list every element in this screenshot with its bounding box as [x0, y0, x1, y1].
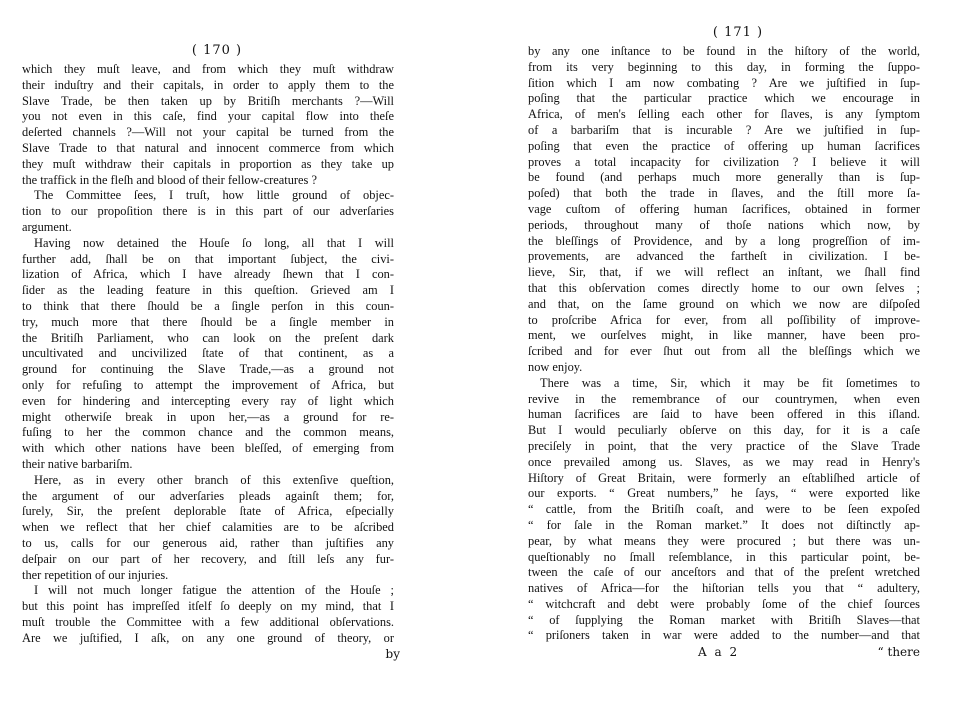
text-line: ſurely, Sir, the preſent deplorable ſtate of Africa, eſpecially	[22, 504, 394, 519]
text-line: their native barbariſm.	[22, 456, 133, 471]
text-line: vage cuſtom of offering human ſacrifices, obtained in former	[528, 201, 920, 216]
text-line: There was a time, Sir, which it may be fit ſometimes to	[540, 375, 920, 390]
page-body	[22, 62, 478, 646]
text-line: poſed) that both the trade in ſlaves, and the ſtill more ſa-	[528, 186, 920, 201]
text-line: from its very beginning to this day, in forming the ſuppo-	[528, 59, 920, 74]
text-line: ſition which I am now combating ? Are we juſtified in ſup-	[528, 75, 920, 90]
text-line: further add, ſhall be on that important ſubject, the civi-	[22, 251, 394, 266]
text-line: periods, throughout many of thoſe nations which now, by	[528, 217, 920, 232]
text-line: by any one inſtance to be found in the hiſtory of the world,	[528, 44, 920, 58]
text-line: the Britiſh Parliament, who can look on the preſent dark	[22, 330, 394, 345]
text-line: “ cattle, from the Britiſh coaſt, and were to be ſeen expoſed	[528, 502, 920, 517]
right-page	[500, 0, 980, 701]
catchword: by	[385, 647, 400, 662]
text-line: with which other nations have been bleſſed, of emerging from	[22, 441, 394, 456]
text-line: lization of Africa, which I have already ſhewn that I con-	[22, 267, 394, 282]
text-line: Having now detained the Houſe ſo long, all that I will	[34, 235, 394, 250]
text-line: the bleſſings of Providence, and by a long progreſſion of im-	[528, 233, 920, 248]
text-line: “ priſoners taken in war were added to the number—and that	[528, 628, 920, 643]
text-line: ſcribed and for ever ſhut out from all the bleſſings which we	[528, 344, 920, 359]
text-line: “ of ſupplying the Roman market with Britiſh Slaves—that	[528, 612, 920, 627]
text-line: natives of Africa—for the hiſtorian tells you that “ adultery,	[528, 581, 920, 596]
text-line: Slave Trade to that natural and innocent commerce from which	[22, 140, 394, 155]
text-line: argument.	[22, 219, 72, 234]
text-line: try, much more that there ſhould be a ſingle member in	[22, 314, 394, 329]
text-line: which they muſt leave, and from which they muſt withdraw	[22, 62, 394, 76]
text-line: but this point has impreſſed itſelf ſo deeply on my mind, that I	[22, 599, 394, 614]
text-line: to us, calls for our generous aid, rather than juſtifies any	[22, 535, 394, 550]
text-line: ment, we ourſelves might, in like manner, have been pro-	[528, 328, 920, 343]
text-line: be found (and perhaps much more generally than is ſup-	[528, 170, 920, 185]
text-line: our exports. “ Great numbers,” he ſays, “ were exported like	[528, 486, 920, 501]
text-line: you not even in this caſe, find your capital flow into theſe	[22, 109, 394, 124]
text-line: provements, are advanced the fartheſt in civilization. I be-	[528, 249, 920, 264]
left-page	[0, 0, 478, 701]
text-line: uncultivated and uncivilized ſtate of that continent, as a	[22, 346, 394, 361]
text-line: Are we juſtified, I aſk, on any one ground of theory, or	[22, 630, 394, 645]
text-line: But I would peculiarly obſerve on this day, for it is a caſe	[528, 423, 920, 438]
text-line: might otherwiſe break in upon her,—as a ground for re-	[22, 409, 394, 424]
text-line: the traffick in the fleſh and blood of their fellow-creatures ?	[22, 172, 317, 187]
text-line: ther repetition of our injuries.	[22, 567, 169, 582]
text-line: revive in the remembrance of our countrymen, when even	[528, 391, 920, 406]
text-line: human ſacrifices are ſaid to have been offered in this iſland.	[528, 407, 920, 422]
text-line: queſtionably no ſmall reſemblance, in this particular point, be-	[528, 549, 920, 564]
page-footer	[22, 646, 400, 662]
text-line: and that, on the ſame ground on which we now are diſpoſed	[528, 296, 920, 311]
text-line: poſing that even the practice of offering up human ſacrifices	[528, 138, 920, 153]
text-line: now enjoy.	[528, 359, 583, 374]
text-line: ſider as the leading feature in this queſtion. Grieved am I	[22, 283, 394, 298]
text-line: deſpair on our part of her recovery, and ſtill leſs any fur-	[22, 551, 394, 566]
text-line: to think that there ſhould be a ſingle perſon in this coun-	[22, 298, 394, 313]
page-footer	[528, 644, 920, 660]
text-line: to proſcribe Africa for ever, from all poſſibility of improve-	[528, 312, 920, 327]
page-body	[528, 44, 980, 644]
text-line: muſt trouble the Committee with a few additional obſervations.	[22, 614, 394, 629]
text-line: Here, as in every other branch of this extenſive queſtion,	[34, 472, 394, 487]
text-line: only for refuſing to attempt the improvement of Africa, but	[22, 377, 394, 392]
text-line: Slave Trade, be then taken up by Britiſh merchants ?—Will	[22, 93, 394, 108]
catchword: “ there	[877, 645, 920, 660]
text-line: even for hindering and intercepting every ray of light which	[22, 393, 394, 408]
text-line: poſing that the particular practice which we encourage in	[528, 91, 920, 106]
text-line: Hiſtory of Great Britain, were formerly an eſtabliſhed article of	[528, 470, 920, 485]
text-line: tion to our propoſition there is in this part of our adverſaries	[22, 204, 394, 219]
text-line: once prevailed among us. Slaves, as we may read in Henry's	[528, 454, 920, 469]
page-number: ( 171 )	[712, 25, 764, 40]
text-line: the argument of our adverſaries pleads againſt them; for,	[22, 488, 394, 503]
text-line: pear, by what means they were procured ; but there was un-	[528, 533, 920, 548]
text-line: of a barbariſm that is incurable ? Are we juſtified in ſup-	[528, 122, 920, 137]
text-line: I will not much longer fatigue the attention of the Houſe ;	[34, 583, 394, 598]
text-line: proves a total incapacity for civilization ? I believe it will	[528, 154, 920, 169]
text-line: deſerted channels ?—Will not your capital be turned from the	[22, 125, 394, 140]
text-line: fuſing to her the common chance and the common means,	[22, 425, 394, 440]
text-line: ground for continuing the Slave Trade,—as a ground not	[22, 362, 394, 377]
text-line: Africa, of men's ſelling each other for ſlaves, is any ſymptom	[528, 107, 920, 122]
text-line: tween the caſe of our anceſtors and that of the preſent wretched	[528, 565, 920, 580]
text-line: lieve, Sir, that, if we will reflect an inſtant, we ſhall find	[528, 265, 920, 280]
text-line: that this obſervation comes directly home to our own ſelves ;	[528, 280, 920, 295]
page-number: ( 170 )	[191, 43, 243, 58]
text-line: preciſely in point, that the very practice of the Slave Trade	[528, 438, 920, 453]
text-line: their induſtry and their capitals, in order to apply them to the	[22, 77, 394, 92]
signature-mark: A a 2	[698, 645, 740, 660]
text-line: “ witchcraft and debt were probably ſome of the chief ſources	[528, 596, 920, 611]
text-line: The Committee ſees, I truſt, how little ground of objec-	[34, 188, 394, 203]
text-line: they muſt withdraw their capitals in proportion as they take up	[22, 156, 394, 171]
text-line: when we reflect that her chief calamities are to be aſcribed	[22, 520, 394, 535]
text-line: “ for ſale in the Roman market.” It does not diſtinctly ap-	[528, 517, 920, 532]
